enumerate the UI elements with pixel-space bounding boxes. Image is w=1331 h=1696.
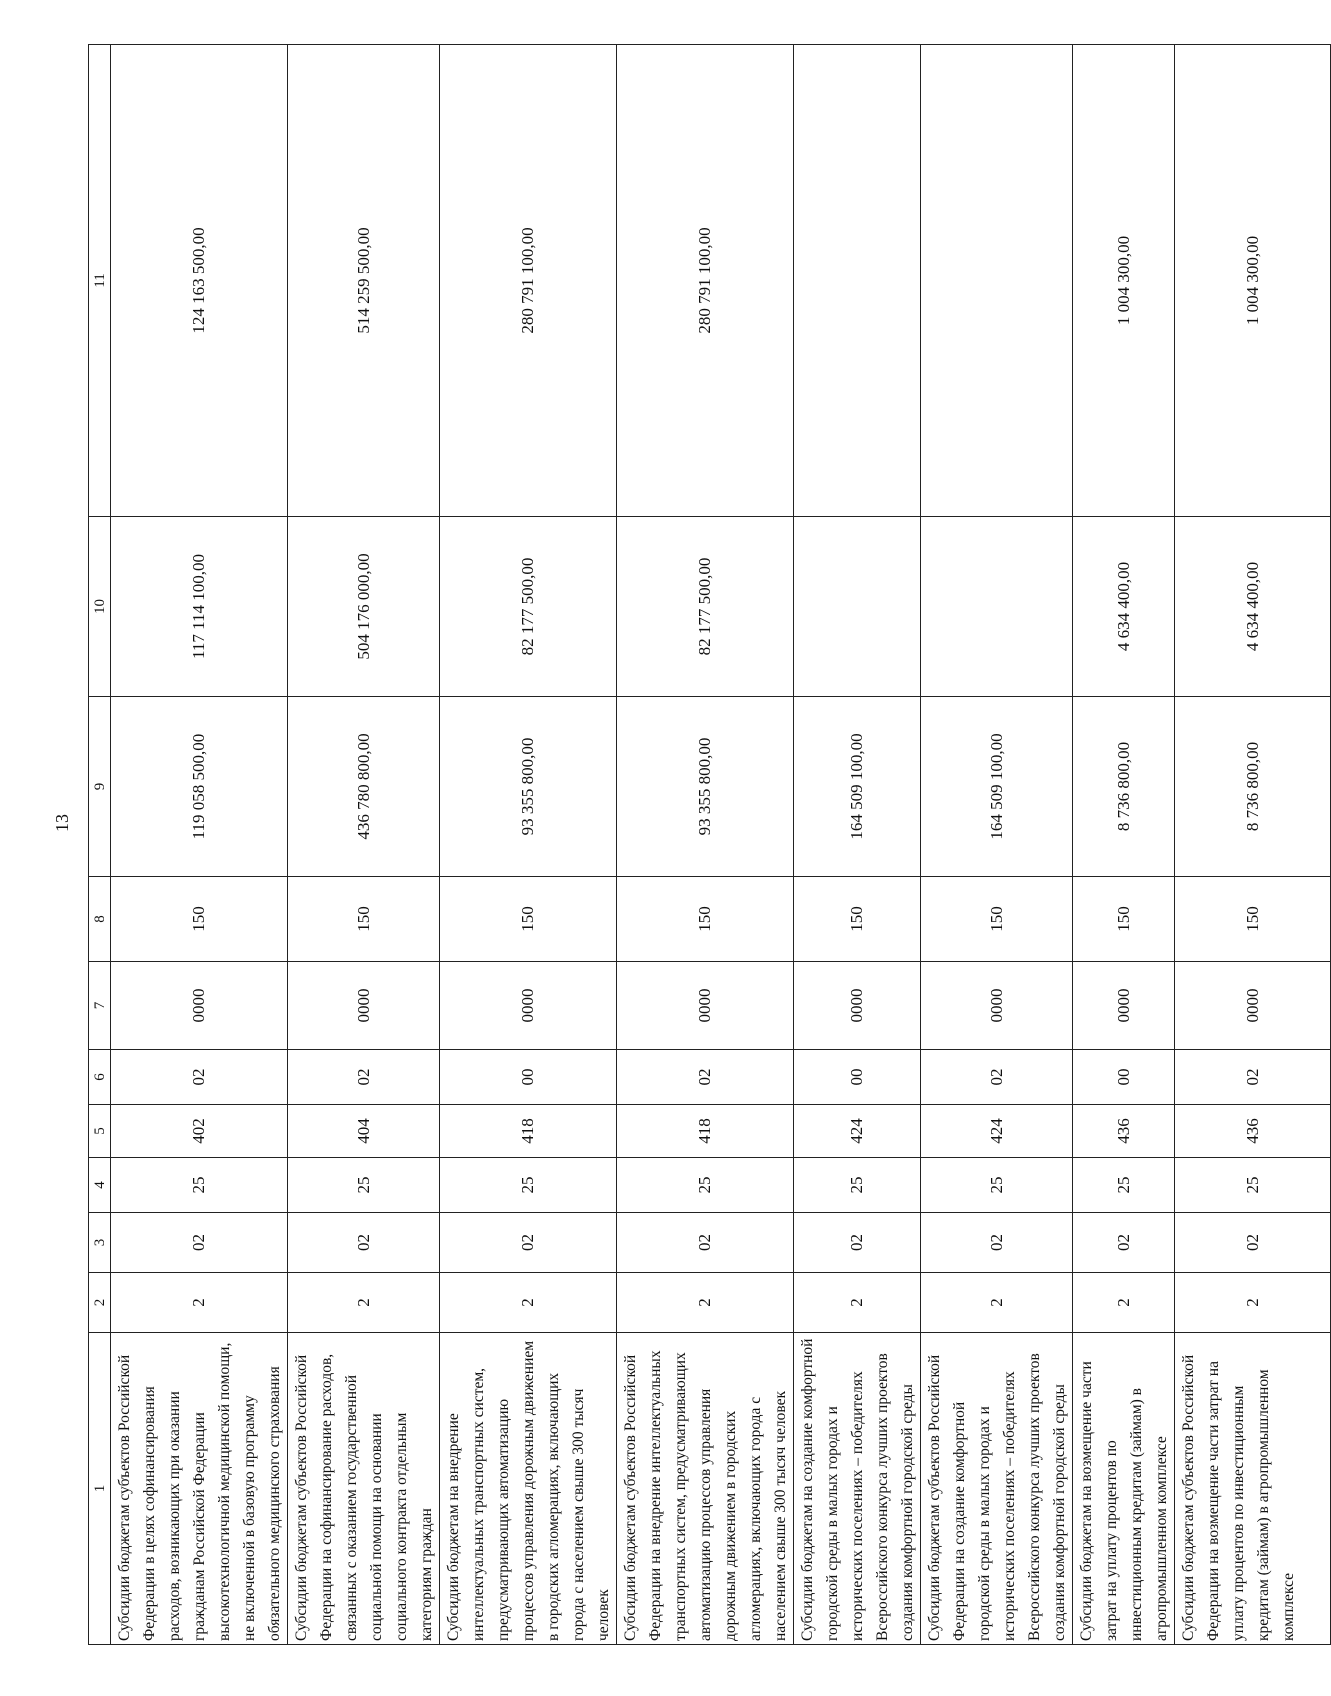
cell-col9: 8 736 800,00 — [1175, 697, 1331, 877]
table-row — [288, 45, 440, 1645]
cell-col6: 00 — [794, 1050, 921, 1105]
cell-col7: 0000 — [794, 962, 921, 1050]
cell-col11: 280 791 100,00 — [617, 45, 794, 517]
cell-col11: 1 004 300,00 — [1073, 45, 1175, 517]
cell-col6: 00 — [1073, 1050, 1175, 1105]
cell-col11: 514 259 500,00 — [288, 45, 440, 517]
cell-col7: 0000 — [921, 962, 1073, 1050]
column-header: 9 — [89, 697, 111, 877]
cell-col5: 418 — [440, 1105, 617, 1158]
column-header: 2 — [89, 1273, 111, 1333]
cell-col4: 25 — [617, 1158, 794, 1213]
column-header: 10 — [89, 517, 111, 697]
cell-col4: 25 — [1073, 1158, 1175, 1213]
cell-col9: 8 736 800,00 — [1073, 697, 1175, 877]
column-header: 11 — [89, 45, 111, 517]
cell-col4: 25 — [111, 1158, 288, 1213]
cell-col9: 119 058 500,00 — [111, 697, 288, 877]
cell-col5: 418 — [617, 1105, 794, 1158]
column-header: 7 — [89, 962, 111, 1050]
cell-col5: 404 — [288, 1105, 440, 1158]
column-header: 6 — [89, 1050, 111, 1105]
cell-col3: 02 — [111, 1213, 288, 1273]
header-row — [89, 45, 111, 1645]
cell-col4: 25 — [440, 1158, 617, 1213]
cell-col9: 93 355 800,00 — [617, 697, 794, 877]
cell-col3: 02 — [794, 1213, 921, 1273]
cell-col3: 02 — [288, 1213, 440, 1273]
cell-col2: 2 — [440, 1273, 617, 1333]
cell-col10: 117 114 100,00 — [111, 517, 288, 697]
cell-col7: 0000 — [111, 962, 288, 1050]
table-row — [1073, 45, 1175, 1645]
table-row — [794, 45, 921, 1645]
cell-col7: 0000 — [288, 962, 440, 1050]
column-header: 5 — [89, 1105, 111, 1158]
row-description: Субсидии бюджетам субъектов Российской Федерации в целях софинансирования расходов, возникающих при оказании гражданам Российской Федерации высокотехнологичной медицинской помощи, не включенной в базовую программу обязательного медицинского страхования — [111, 1333, 288, 1645]
cell-col11: 124 163 500,00 — [111, 45, 288, 517]
cell-col6: 00 — [440, 1050, 617, 1105]
cell-col2: 2 — [617, 1273, 794, 1333]
cell-col8: 150 — [1073, 877, 1175, 962]
cell-col8: 150 — [111, 877, 288, 962]
cell-col8: 150 — [288, 877, 440, 962]
row-description: Субсидии бюджетам субъектов Российской Федерации на софинансирование расходов, связанных с оказанием государственной социальной помощи на основании социального контракта отдельным категориям граждан — [288, 1333, 440, 1645]
cell-col6: 02 — [921, 1050, 1073, 1105]
cell-col2: 2 — [794, 1273, 921, 1333]
page-number: 13 — [52, 814, 72, 832]
cell-col8: 150 — [1175, 877, 1331, 962]
cell-col3: 02 — [617, 1213, 794, 1273]
row-description: Субсидии бюджетам на создание комфортной городской среды в малых городах и исторических поселениях – победителях Всероссийского конкурса лучших проектов создания комфортной городской среды — [794, 1333, 921, 1645]
cell-col8: 150 — [794, 877, 921, 962]
cell-col8: 150 — [440, 877, 617, 962]
cell-col11 — [921, 45, 1073, 517]
cell-col9: 93 355 800,00 — [440, 697, 617, 877]
cell-col5: 402 — [111, 1105, 288, 1158]
cell-col10 — [794, 517, 921, 697]
cell-col4: 25 — [1175, 1158, 1331, 1213]
table-row — [111, 45, 288, 1645]
cell-col4: 25 — [288, 1158, 440, 1213]
cell-col9: 164 509 100,00 — [921, 697, 1073, 877]
row-description: Субсидии бюджетам субъектов Российской Федерации на возмещение части затрат на уплату процентов по инвестиционным кредитам (займам) в агропромышленном комплексе — [1175, 1333, 1331, 1645]
cell-col8: 150 — [617, 877, 794, 962]
table-row — [921, 45, 1073, 1645]
cell-col11: 1 004 300,00 — [1175, 45, 1331, 517]
cell-col2: 2 — [1073, 1273, 1175, 1333]
row-description: Субсидии бюджетам на возмещение части затрат на уплату процентов по инвестиционным кредитам (займам) в агропромышленном комплексе — [1073, 1333, 1175, 1645]
cell-col3: 02 — [921, 1213, 1073, 1273]
cell-col4: 25 — [794, 1158, 921, 1213]
column-header: 1 — [89, 1333, 111, 1645]
cell-col8: 150 — [921, 877, 1073, 962]
column-header: 4 — [89, 1158, 111, 1213]
cell-col6: 02 — [111, 1050, 288, 1105]
cell-col10 — [921, 517, 1073, 697]
column-header: 8 — [89, 877, 111, 962]
cell-col10: 82 177 500,00 — [440, 517, 617, 697]
cell-col3: 02 — [1175, 1213, 1331, 1273]
rotated-table-wrapper — [88, 45, 1297, 1645]
cell-col3: 02 — [440, 1213, 617, 1273]
cell-col4: 25 — [921, 1158, 1073, 1213]
cell-col10: 82 177 500,00 — [617, 517, 794, 697]
budget-table — [88, 44, 1331, 1645]
cell-col2: 2 — [921, 1273, 1073, 1333]
column-header: 3 — [89, 1213, 111, 1273]
cell-col5: 436 — [1073, 1105, 1175, 1158]
cell-col6: 02 — [617, 1050, 794, 1105]
cell-col5: 436 — [1175, 1105, 1331, 1158]
cell-col3: 02 — [1073, 1213, 1175, 1273]
cell-col2: 2 — [1175, 1273, 1331, 1333]
cell-col9: 164 509 100,00 — [794, 697, 921, 877]
cell-col9: 436 780 800,00 — [288, 697, 440, 877]
cell-col2: 2 — [288, 1273, 440, 1333]
cell-col7: 0000 — [440, 962, 617, 1050]
cell-col11: 280 791 100,00 — [440, 45, 617, 517]
row-description: Субсидии бюджетам субъектов Российской Федерации на создание комфортной городской среды в малых городах и исторических поселениях – победителях Всероссийского конкурса лучших проектов создания комфортной городской среды — [921, 1333, 1073, 1645]
table-row — [617, 45, 794, 1645]
cell-col6: 02 — [1175, 1050, 1331, 1105]
cell-col10: 504 176 000,00 — [288, 517, 440, 697]
row-description: Субсидии бюджетам на внедрение интеллектуальных транспортных систем, предусматривающих автоматизацию процессов управления дорожным движением в городских агломерациях, включающих города с населением свыше 300 тысяч человек — [440, 1333, 617, 1645]
cell-col5: 424 — [794, 1105, 921, 1158]
cell-col6: 02 — [288, 1050, 440, 1105]
cell-col11 — [794, 45, 921, 517]
cell-col5: 424 — [921, 1105, 1073, 1158]
cell-col10: 4 634 400,00 — [1073, 517, 1175, 697]
cell-col10: 4 634 400,00 — [1175, 517, 1331, 697]
table-row — [440, 45, 617, 1645]
row-description: Субсидии бюджетам субъектов Российской Федерации на внедрение интеллектуальных транспортных систем, предусматривающих автоматизацию процессов управления дорожным движением в городских агломерациях, включающих города с населением свыше 300 тысяч человек — [617, 1333, 794, 1645]
table-row — [1175, 45, 1331, 1645]
cell-col7: 0000 — [1073, 962, 1175, 1050]
cell-col2: 2 — [111, 1273, 288, 1333]
cell-col7: 0000 — [617, 962, 794, 1050]
cell-col7: 0000 — [1175, 962, 1331, 1050]
